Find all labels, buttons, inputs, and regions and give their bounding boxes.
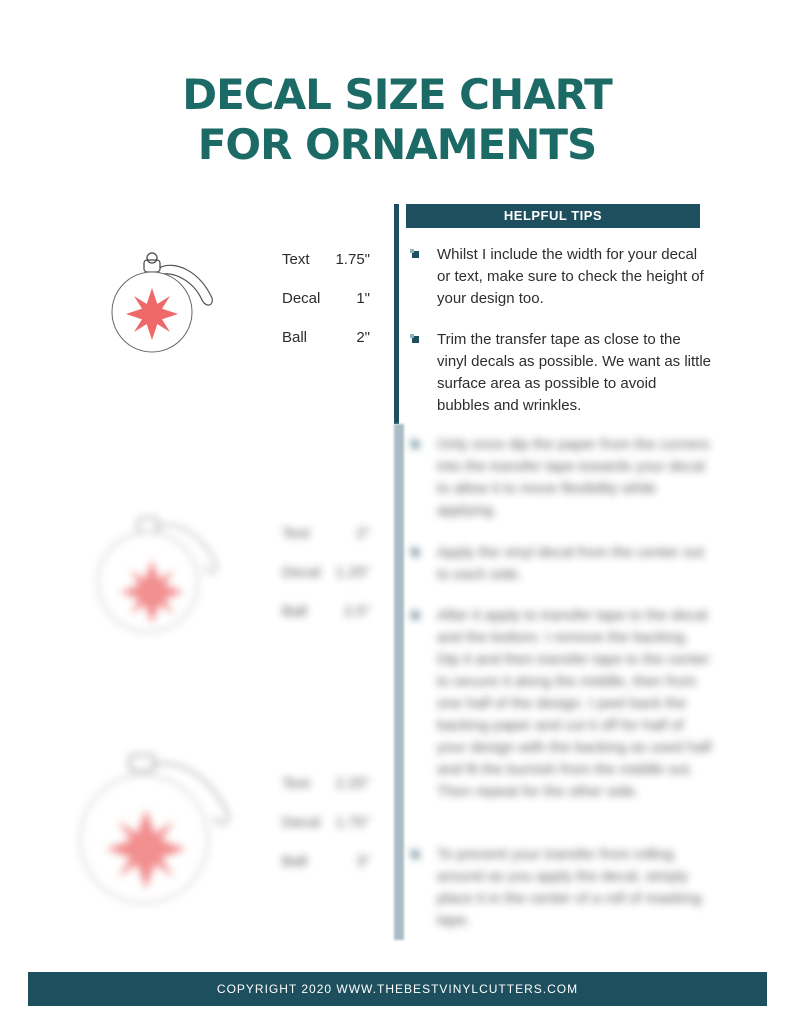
- tip-text: Whilst I include the width for your decal or text, make sure to check the height of your design too.: [437, 246, 704, 307]
- tip-item: [412, 434, 712, 522]
- bullet-icon: [412, 441, 419, 448]
- size-label: Text: [282, 251, 310, 268]
- size-label: Text: [282, 525, 310, 542]
- ornament-small-illustration: [104, 250, 224, 360]
- size-row-ball: [282, 602, 382, 622]
- size-value: 3": [356, 853, 370, 870]
- size-label: Decal: [282, 814, 321, 831]
- size-label: Ball: [282, 603, 308, 620]
- size-row-text: [282, 250, 382, 270]
- title-line-1: DECAL SIZE CHART: [182, 70, 612, 119]
- tip-item: [412, 329, 712, 417]
- size-label: Text: [282, 775, 310, 792]
- size-row-decal: [282, 289, 382, 309]
- bullet-icon: [412, 549, 419, 556]
- tip-text: Trim the transfer tape as close to the vinyl decals as possible. We want as little surface area as possible to avoid bubbles and wrinkles.: [437, 331, 712, 414]
- tip-text: Apply the vinyl decal from the center out to each side.: [437, 544, 704, 583]
- size-label: Ball: [282, 329, 308, 346]
- helpful-tips-header: HELPFUL TIPS: [406, 204, 700, 228]
- bullet-icon: [412, 612, 419, 619]
- copyright-footer: COPYRIGHT 2020 WWW.THEBESTVINYLCUTTERS.COM: [28, 972, 767, 1006]
- divider-bar-faded: [394, 424, 404, 940]
- size-value: 1.75": [335, 814, 370, 831]
- ornament-medium-illustration: [92, 508, 232, 638]
- size-value: 2.5": [343, 603, 370, 620]
- size-value: 2.25": [335, 775, 370, 792]
- divider-bar: [394, 204, 399, 424]
- size-row-decal: [282, 563, 382, 583]
- tip-text: After it apply to transfer tape to the decal and the bottom. I remove the backing. Dip it and then transfer tape to the center to secure it along the middle, then from one half of the design. I peel back the backing paper and cut it off for half of your design with the backing as used half and fit the burnish from the middle out. Then repeat for the other side.: [437, 607, 712, 800]
- bullet-icon: [412, 251, 419, 258]
- size-row-text: [282, 774, 382, 794]
- tip-text: Only once dip the paper from the corners into the transfer tape towards your decal to allow it to move flexibility while applying.: [437, 436, 710, 519]
- size-value: 2": [356, 329, 370, 346]
- size-value: 2": [356, 525, 370, 542]
- size-value: 1": [356, 290, 370, 307]
- size-value: 1.25": [335, 564, 370, 581]
- size-row-ball: [282, 852, 382, 872]
- tip-item: [412, 244, 712, 310]
- size-row-decal: [282, 813, 382, 833]
- size-value: 1.75": [335, 251, 370, 268]
- bullet-icon: [412, 336, 419, 343]
- size-label: Decal: [282, 564, 321, 581]
- tip-text: To prevent your transfer from rolling around as you apply the decal, simply place it in the center of a roll of masking tape.: [437, 846, 702, 929]
- page-title: [0, 70, 794, 170]
- tip-item: [412, 605, 712, 803]
- size-row-ball: [282, 328, 382, 348]
- tip-item: [412, 844, 712, 932]
- size-label: Ball: [282, 853, 308, 870]
- title-line-2: FOR ORNAMENTS: [197, 120, 597, 169]
- tip-item: [412, 542, 712, 586]
- size-row-text: [282, 524, 382, 544]
- size-label: Decal: [282, 290, 321, 307]
- bullet-icon: [412, 851, 419, 858]
- ornament-large-illustration: [76, 745, 246, 915]
